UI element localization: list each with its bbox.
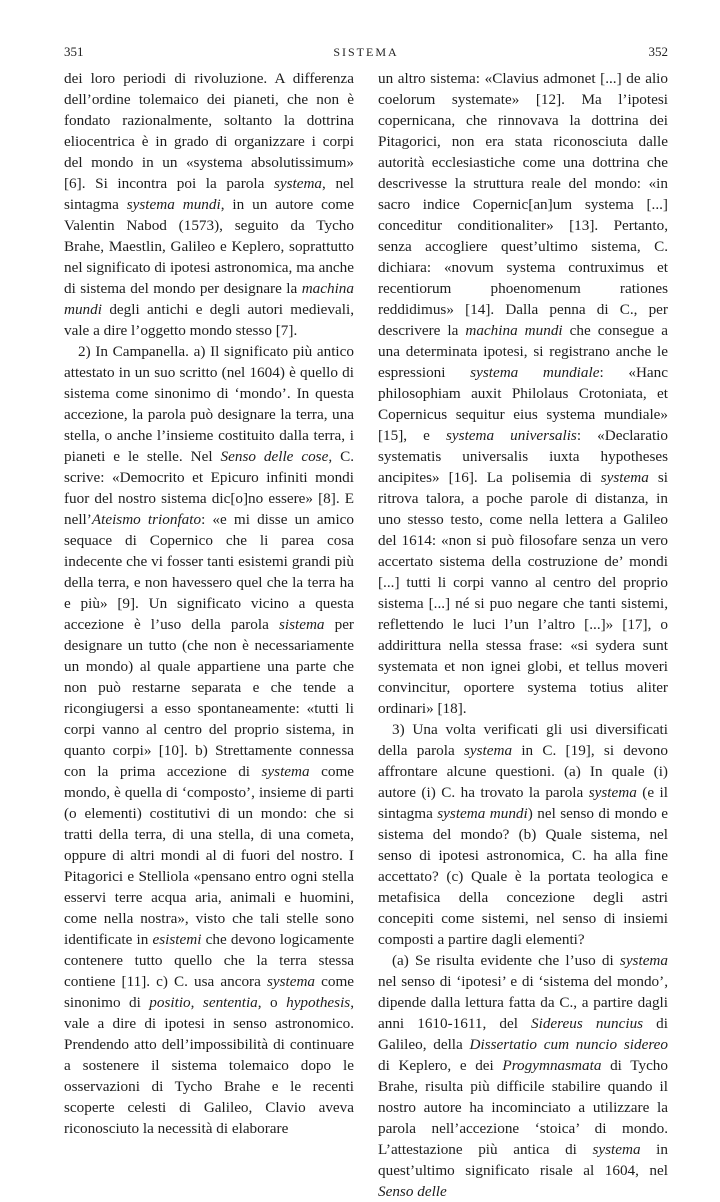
- italic-term: sententia: [202, 994, 258, 1011]
- italic-term: Sidereus nuncius: [531, 1015, 644, 1032]
- text-run: di Keplero, e dei: [378, 1057, 503, 1074]
- text-run: in C. [19], si devono affrontare alcune questioni. (a) In quale (i) autore (i) C. ha trovato la parola: [378, 742, 668, 801]
- italic-term: systema mundi: [126, 196, 221, 213]
- text-run: si ritrova talora, a poche parole di distanza, in uno stesso testo, come nella lettera a Galileo del 1614: «non si può filosofare senza un vero accertato sistema della costruzione de’ mondi [...] tutti li corpi vanno al centro del proprio sistema [...] né si puo negare che tanti sistemi, reflettendo le luci l’un l’altro [...]» [17], o addirittura nella stessa frase: «si sydera sunt systemata et non ignei globi, et tellus moveri convincitur, oportere systema totius aliter ordinari» [18].: [378, 469, 668, 717]
- italic-term: systema: [588, 784, 637, 801]
- text-run: che consegue a una determinata ipotesi, si registrano anche le espressioni: [378, 322, 668, 381]
- italic-term: positio: [149, 994, 191, 1011]
- text-run: che devono logicamente contenere tutto quello che la terra stessa contiene [11]. c) C. usa ancora: [64, 931, 354, 990]
- italic-term: Dissertatio cum nuncio sidereo: [469, 1036, 669, 1053]
- text-run: ) nel senso di mondo e sistema del mondo? (b) Quale sistema, nel senso di ipotesi astronomica, C. ha alla fine accettato? (c) Quale è la portata teologica e metafisica della concezione degli astri concepiti come sistemi, nel senso di insiemi composti a partire dagli elementi?: [378, 805, 668, 948]
- italic-term: systema: [273, 175, 323, 192]
- right-text-column: [378, 68, 668, 1202]
- italic-term: Senso delle cose: [220, 448, 329, 465]
- paragraph: [378, 950, 668, 1202]
- italic-term: machina mundi: [465, 322, 563, 339]
- text-run: (a) Se risulta evidente che l’uso di: [392, 952, 620, 969]
- italic-term: systema: [266, 973, 316, 990]
- text-run: di Galileo, della: [378, 1015, 668, 1053]
- text-run: : «Hanc philosophiam auxit Philolaus Crotoniata, et Copernicus sequitur eius systema mundiale» [15], e: [378, 364, 669, 444]
- text-run: : «Declaratio systematis universalis iuxta hypotheses ancipites» [16]. La polisemia di: [378, 427, 668, 486]
- italic-term: esistemi: [152, 931, 202, 948]
- text-run: , o: [257, 994, 287, 1011]
- text-run: in quest’ultimo significato risale al 1604, nel: [378, 1141, 668, 1179]
- italic-term: systema mundi: [437, 805, 528, 822]
- italic-term: systema: [600, 469, 649, 486]
- italic-term: systema: [592, 1141, 641, 1158]
- page-number-left: 351: [64, 44, 84, 59]
- italic-term: systema: [261, 763, 310, 780]
- paragraph: [378, 68, 668, 719]
- page-header: [64, 44, 668, 60]
- text-run: (e il sintagma: [378, 784, 668, 822]
- paragraph: [64, 341, 354, 1139]
- text-run: come sinonimo di: [64, 973, 355, 1011]
- running-title: SISTEMA: [333, 45, 399, 59]
- left-text-column: [64, 68, 354, 1139]
- text-run: degli antichi e degli autori medievali, vale a dire l’oggetto mondo stesso [7].: [64, 301, 354, 339]
- paragraph: [64, 68, 354, 341]
- italic-term: Progymnasmata: [502, 1057, 602, 1074]
- text-run: : «e mi disse un amico sequace di Copernico che li parea cosa indecente che vi fosser tanti esistemi grandi più della terra, e non havessero quel che la terra ha e più» [9]. Un significato vicino a questa accezione è l’uso della parola: [64, 511, 355, 633]
- text-run: , nel sintagma: [64, 175, 354, 213]
- text-run: 3) Una volta verificati gli usi diversificati della parola: [378, 721, 668, 759]
- italic-term: systema: [463, 742, 513, 759]
- italic-term: hypothesis: [286, 994, 351, 1011]
- text-run: nel senso di ‘ipotesi’ e di ‘sistema del mondo’, dipende dalla lettura fatta da C., a partire dagli anni 1610-1611, del: [378, 973, 668, 1032]
- text-run: di Tycho Brahe, risulta più difficile stabilire quando il nostro autore ha incominciato a utilizzare la parola nell’accezione ‘stoica’ di mondo. L’attestazione più antica di: [378, 1057, 668, 1158]
- italic-term: systema: [619, 952, 668, 969]
- text-run: un altro sistema: «Clavius admonet [...] de alio coelorum systemate» [12]. Ma l’ipotesi copernicana, che rinnovava la dottrina dei Pitagorici, non era stata riconosciuta dalle autorità ecclesiastiche come una dottrina che descrivesse la struttura reale del mondo: «in sacro indice Copernic[an]um systema [...] conceditur conditionaliter» [13]. Pertanto, senza accogliere quest’ultimo sistema, C. dichiara: «novum systema contruximus et recentiorum phoenomenum rationes reddidimus» [14]. Dalla penna di C., per descrivere la: [378, 70, 668, 339]
- text-run: 2) In Campanella. a) Il significato più antico attestato in un suo scritto (nel 1604) è quello di sistema come sinonimo di ‘mondo’. In questa accezione, la parola può designare la terra, una stella, o anche l’insieme costituito dalla terra, i pianeti e le stelle. Nel: [64, 343, 354, 465]
- italic-term: sistema: [278, 616, 325, 633]
- paragraph: [378, 719, 668, 950]
- italic-term: systema mundiale: [470, 364, 600, 381]
- text-run: come mondo, è quella di ‘composto’, insieme di parti (o elementi) costitutivi di un mondo: che si tratti della terra, di una stella, di una cometa, oppure di altri mondi al di fuori del nostro. I Pitagorici e Stelliola «pensano entro ogni stella esservi terre acqua aria, animali e huomini, come nella nostra», visto che tali stelle sono identificate in: [64, 763, 355, 948]
- text-run: , vale a dire di ipotesi in senso astronomico. Prendendo atto dell’impossibilità di continuare a sostenere il sistema tolemaico dopo le osservazioni di Tycho Brahe e le recenti scoperte celesti di Galileo, Clavio aveva riconosciuto la necessità di elaborare: [64, 994, 355, 1137]
- italic-term: machina mundi: [64, 280, 354, 318]
- page-number-right: 352: [648, 44, 668, 59]
- italic-term: Ateismo trionfato: [91, 511, 202, 528]
- text-run: , C. scrive: «Democrito et Epicuro infiniti mondi fuor del nostro sistema dic[o]no essere» [8]. E nell’: [64, 448, 354, 528]
- text-run: , in un autore come Valentin Nabod (1573), seguito da Tycho Brahe, Maestlin, Galileo e Keplero, soprattutto nel significato di ipotesi astronomica, ma anche di sistema del mondo per designare la: [64, 196, 354, 297]
- italic-term: Senso delle: [378, 1183, 447, 1200]
- text-run: per designare un tutto (che non è necessariamente un mondo) al quale appartiene una parte che non può restarne separata e che tende a ricongiugersi a esso spontaneamente: «tutti li corpi vanno al centro del proprio sistema, in quanto corpi» [10]. b) Strettamente connessa con la prima accezione di: [64, 616, 354, 780]
- text-run: ,: [190, 994, 203, 1011]
- text-run: dei loro periodi di rivoluzione. A differenza dell’ordine tolemaico dei pianeti, che non è fondato razionalmente, soltanto la dottrina eliocentrica è in grado di organizzare i corpi del mondo in un «systema absolutissimum» [6]. Si incontra poi la parola: [64, 70, 354, 192]
- italic-term: systema universalis: [446, 427, 577, 444]
